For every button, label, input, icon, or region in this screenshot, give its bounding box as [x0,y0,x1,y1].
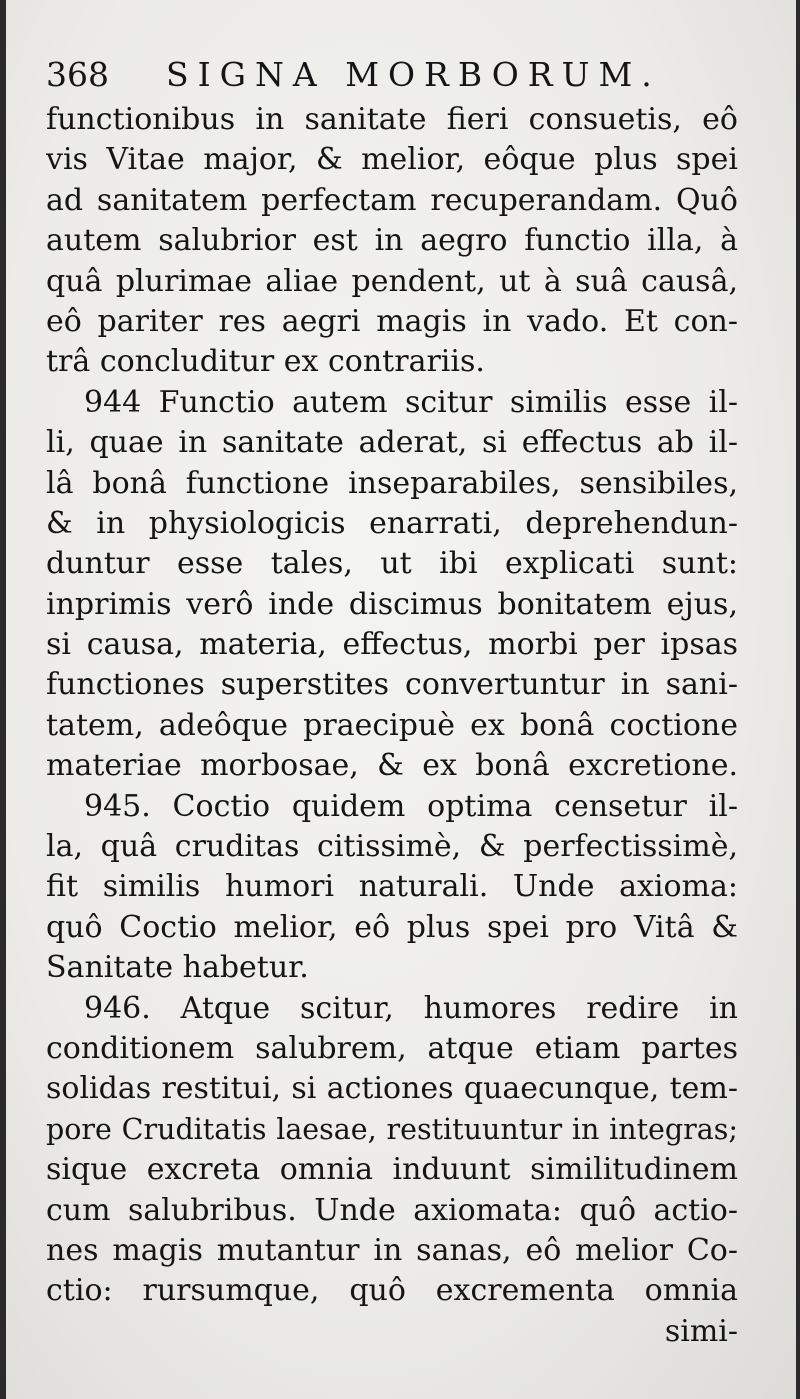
text-line: cum salubribus. Unde axiomata: quô actio- [46,1192,738,1228]
text-line: autem salubrior est in aegro functio illa, à [46,223,738,259]
text-line: materiae morbosae, & ex bonâ excretione. [46,748,738,784]
text-line: si causa, materia, effectus, morbi per ipsas [46,627,738,663]
text-line: conditionem salubrem, atque etiam partes [46,1030,738,1066]
running-header [46,52,746,98]
left-page-edge [0,0,6,1399]
text-line: 944 Functio autem scitur similis esse il- [84,384,738,420]
right-page-edge [796,0,800,1399]
text-line: functionibus in sanitate fieri consuetis, eô [46,102,738,137]
text-line: la, quâ cruditas citissimè, & perfectissimè, [46,829,738,865]
text-line: duntur esse tales, ut ibi explicati sunt: [46,546,738,582]
text-line: quô Coctio melior, eô plus spei pro Vitâ & [46,909,738,945]
text-line: li, quae in sanitate aderat, si effectus ab il- [46,425,738,461]
text-line: & in physiologicis enarrati, deprehendun- [46,505,738,541]
text-line: trâ concluditur ex contrariis. [46,344,485,380]
text-line: functiones superstites convertuntur in sani- [46,667,738,703]
text-line: 946. Atque scitur, humores redire in [84,990,738,1026]
text-line: lâ bonâ functione inseparabiles, sensibiles, [46,465,738,501]
text-line: nes magis mutantur in sanas, eô melior Co- [46,1232,738,1268]
text-line: ad sanitatem perfectam recuperandam. Quô [46,182,738,218]
text-line: quâ plurimae aliae pendent, ut à suâ causâ, [46,263,738,299]
text-line: sique excreta omnia induunt similitudinem [46,1152,738,1188]
running-title: SIGNA MORBORUM. [166,55,661,94]
text-line: tatem, adeôque praecipuè ex bonâ coctione [46,707,738,743]
text-line: eô pariter res aegri magis in vado. Et con- [46,303,738,339]
text-line: vis Vitae major, & melior, eôque plus spei [46,142,738,178]
text-line: ctio: rursumque, quô excrementa omnia [46,1273,738,1309]
text-line: fit similis humori naturali. Unde axioma: [46,869,738,905]
text-line: pore Cruditatis laesae, restituuntur in integras; [46,1112,738,1146]
text-line: simi- [664,1313,738,1349]
text-line: 945. Coctio quidem optima censetur il- [84,788,738,824]
text-line: Sanitate habetur. [46,950,309,986]
text-line: solidas restitui, si actiones quaecunque, tem- [46,1071,738,1107]
page-number: 368 [46,55,109,94]
text-line: inprimis verô inde discimus bonitatem ejus, [46,586,738,622]
body-text [46,100,738,1352]
